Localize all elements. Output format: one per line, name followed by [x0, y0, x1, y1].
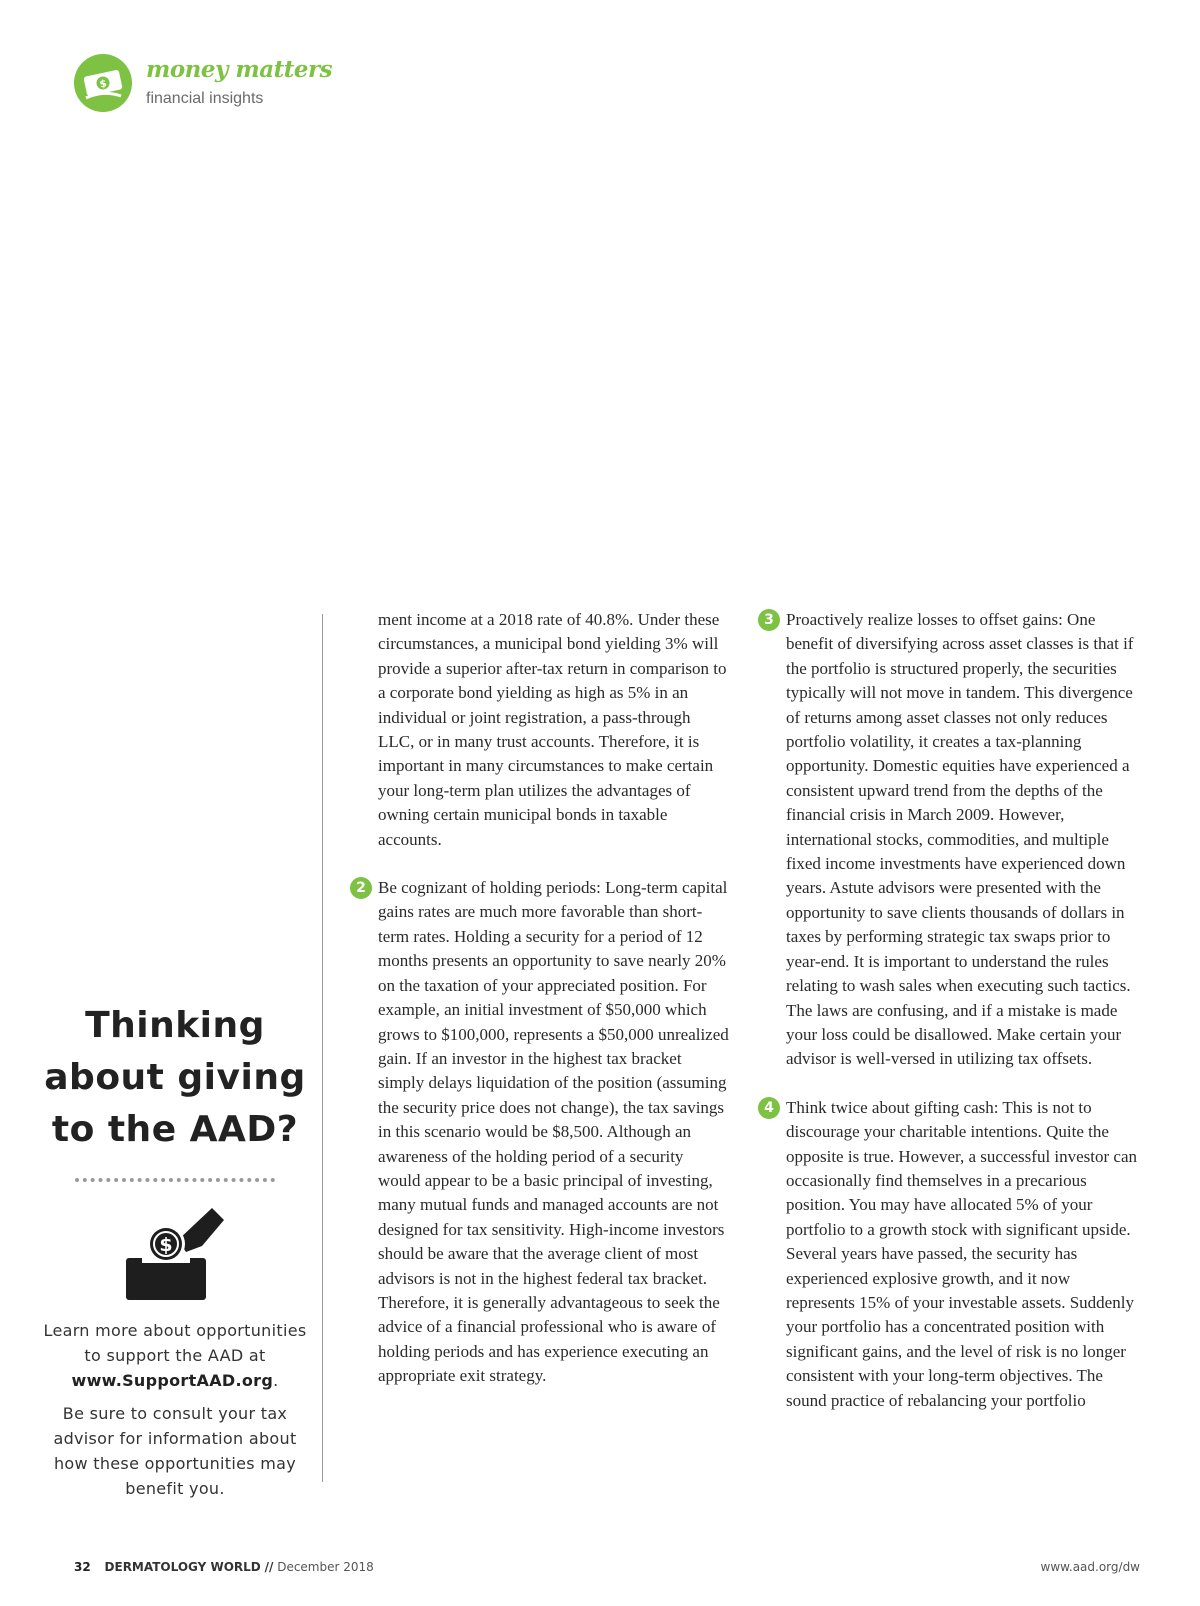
number-bullet: 2 [350, 877, 372, 899]
point-text: Proactively realize losses to offset gains: One benefit of diversifying across asset classes is that if the portfolio is structured properly, the securities typically will not move in tandem. This divergence of returns among asset classes not only reduces portfolio volatility, it creates a tax-planning opportunity. Domestic equities have experienced a consistent upward trend from the depths of the financial crisis in March 2009. However, international stocks, commodities, and multiple fixed income investments have experienced down years. Astute advisors were presented with the opportunity to save clients thousands of dollars in taxes by performing strategic tax swaps prior to year-end. It is important to understand the rules relating to wash sales when executing such tactics. The laws are confusing, and if a mistake is made your loss could be disallowed. Make certain your advisor is well-versed in utilizing tax offsets. [786, 610, 1134, 1069]
point-text: Be cognizant of holding periods: Long-term capital gains rates are much more favorable than short-term rates. Holding a security for a period of 12 months presents an opportunity to save nearly 20% on the taxation of your appreciated position. For example, an initial investment of $50,000 which grows to $100,000, represents a $50,000 unrealized gain. If an investor in the highest tax bracket simply delays liquidation of the position (assuming the security price does not change), the tax savings in this scenario would be $8,500. Although an awareness of the holding period of a security would appear to be a basic principal of investing, many mutual funds and managed accounts are not designed for tax sensitivity. High-income investors should be aware that the average client of most advisors is not in the highest federal tax bracket. Therefore, it is generally advantageous to seek the advice of a financial professional who is aware of holding periods and has experience executing an appropriate exit strategy. [378, 878, 729, 1386]
support-aad-link[interactable]: www.SupportAAD.org [71, 1371, 274, 1390]
donate-coin-hand-icon [120, 1200, 230, 1304]
number-bullet: 3 [758, 609, 780, 631]
article-paragraph: ment income at a 2018 rate of 40.8%. Under these circumstances, a municipal bond yielding 3% will provide a superior after-tax return in comparison to a corporate bond yielding as high as 5% in an individual or joint registration, a pass-through LLC, or in many trust accounts. Therefore, it is important in many circumstances to make certain your long-term plan utilizes the advantages of owning certain municipal bonds in taxable accounts. [378, 610, 727, 849]
section-subtitle: financial insights [146, 90, 264, 107]
sidebar-paragraph-text: Learn more about opportunities to support the AAD at [43, 1321, 307, 1365]
article-point-4 [764, 1096, 1138, 1413]
svg-text:$: $ [159, 1234, 173, 1256]
sidebar-callout [40, 1000, 310, 1501]
section-header [74, 54, 394, 114]
article-point-2 [356, 876, 730, 1389]
dotted-divider [75, 1178, 275, 1182]
issue-date: December 2018 [277, 1560, 374, 1574]
vertical-divider [322, 614, 323, 1482]
footer-url[interactable]: www.aad.org/dw [1040, 1560, 1140, 1574]
sidebar-paragraph-period: . [273, 1371, 279, 1390]
magazine-name: DERMATOLOGY WORLD [104, 1560, 261, 1574]
page-footer [74, 1560, 1140, 1580]
article-column-left [356, 608, 730, 1389]
page-number: 32 [74, 1560, 91, 1574]
dollar-bill-icon [74, 54, 132, 112]
point-text: Think twice about gifting cash: This is not to discourage your charitable intentions. Quite the opposite is true. However, a successful investor can occasionally find themselves in a precarious position. You may have allocated 5% of your portfolio to a growth stock with significant upside. Several years have passed, the security has experienced explosive growth, and it now represents 15% of your investable assets. Suddenly your portfolio has a concentrated position with significant gains, and the level of risk is no longer consistent with your long-term objectives. The sound practice of rebalancing your portfolio [786, 1097, 1138, 1410]
footer-folio [74, 1560, 374, 1574]
article-point-3 [764, 608, 1138, 1072]
number-bullet: 4 [758, 1097, 780, 1119]
svg-text:$: $ [98, 78, 108, 91]
footer-separator: // [264, 1560, 274, 1574]
article-column-right [764, 608, 1138, 1413]
sidebar-disclaimer: Be sure to consult your tax advisor for information about how these opportunities may benefit you. [53, 1404, 297, 1498]
section-title: money matters [146, 56, 333, 83]
sidebar-paragraph [40, 1318, 310, 1393]
sidebar-heading: Thinking about giving to the AAD? [44, 1005, 306, 1150]
